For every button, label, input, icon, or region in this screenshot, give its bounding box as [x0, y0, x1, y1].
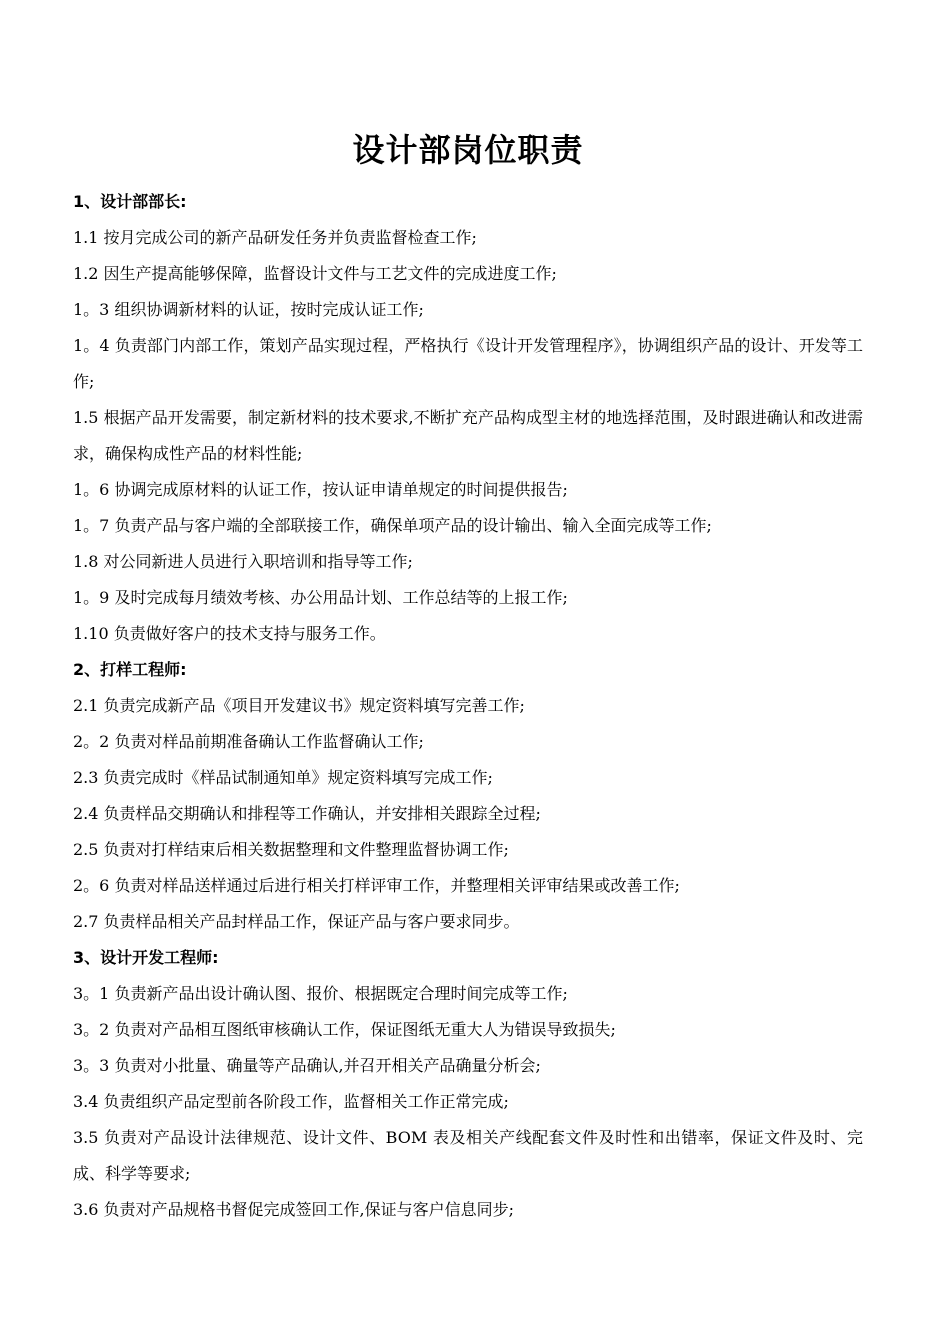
- duty-item: 2.1 负责完成新产品《项目开发建议书》规定资料填写完善工作;: [73, 696, 525, 715]
- duty-item: 2.7 负责样品相关产品封样品工作，保证产品与客户要求同步。: [73, 912, 520, 931]
- duty-item: 3.5 负责对产品设计法律规范、设计文件、BOM 表及相关产线配套文件及时性和出错率，保证文件及时、完成、科学等要求;: [73, 1128, 863, 1183]
- duty-item: 3。1 负责新产品出设计确认图、报价、根据既定合理时间完成等工作;: [73, 984, 568, 1003]
- duty-item: 3。2 负责对产品相互图纸审核确认工作，保证图纸无重大人为错误导致损失;: [73, 1020, 616, 1039]
- duty-item: 1.8 对公同新进人员进行入职培训和指导等工作;: [73, 552, 413, 571]
- duty-item: 1。3 组织协调新材料的认证，按时完成认证工作;: [73, 300, 424, 319]
- duty-item: 1。7 负责产品与客户端的全部联接工作，确保单项产品的设计输出、输入全面完成等工作;: [73, 516, 712, 535]
- section-design-engineer: [73, 940, 863, 1228]
- duty-item: 2.3 负责完成时《样品试制通知单》规定资料填写完成工作;: [73, 768, 493, 787]
- duty-item: 2.4 负责样品交期确认和排程等工作确认，并安排相关跟踪全过程;: [73, 804, 541, 823]
- duty-item: 3.6 负责对产品规格书督促完成签回工作,保证与客户信息同步;: [73, 1200, 515, 1219]
- section-sample-engineer: [73, 652, 863, 940]
- duty-item: 3.4 负责组织产品定型前各阶段工作，监督相关工作正常完成;: [73, 1092, 509, 1111]
- duty-item: 1.1 按月完成公司的新产品研发任务并负责监督检查工作;: [73, 228, 477, 247]
- section-dept-head: [73, 184, 863, 652]
- section-heading: 2、打样工程师:: [73, 660, 187, 679]
- duty-item: 2。2 负责对样品前期准备确认工作监督确认工作;: [73, 732, 424, 751]
- duty-item: 1.5 根据产品开发需要，制定新材料的技术要求,不断扩充产品构成型主材的地选择范围，及时跟进确认和改进需求，确保构成性产品的材料性能;: [73, 408, 863, 463]
- duty-item: 1。9 及时完成每月绩效考核、办公用品计划、工作总结等的上报工作;: [73, 588, 568, 607]
- page-title: 设计部岗位职责: [352, 131, 584, 169]
- duty-item: 1.10 负责做好客户的技术支持与服务工作。: [73, 624, 386, 643]
- duty-item: 1。4 负责部门内部工作，策划产品实现过程，严格执行《设计开发管理程序》，协调组织产品的设计、开发等工作;: [73, 336, 863, 391]
- section-heading: 3、设计开发工程师:: [73, 948, 219, 967]
- document-page: [73, 128, 863, 1228]
- duty-item: 1.2 因生产提高能够保障，监督设计文件与工艺文件的完成进度工作;: [73, 264, 557, 283]
- duty-item: 3。3 负责对小批量、确量等产品确认,并召开相关产品确量分析会;: [73, 1056, 541, 1075]
- duty-item: 2.5 负责对打样结束后相关数据整理和文件整理监督协调工作;: [73, 840, 509, 859]
- duty-item: 1。6 协调完成原材料的认证工作，按认证申请单规定的时间提供报告;: [73, 480, 568, 499]
- section-heading: 1、设计部部长:: [73, 192, 187, 211]
- duty-item: 2。6 负责对样品送样通过后进行相关打样评审工作，并整理相关评审结果或改善工作;: [73, 876, 680, 895]
